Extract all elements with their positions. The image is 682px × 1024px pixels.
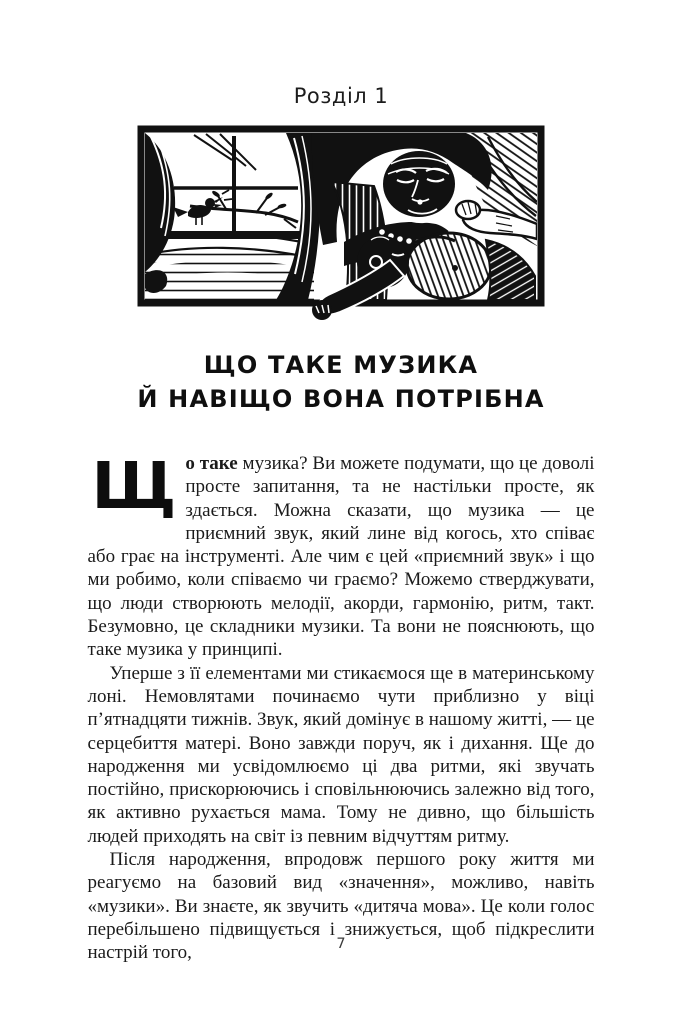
first-paragraph [88,452,595,662]
chapter-illustration [136,124,546,326]
chapter-title-line-2: Й НАВІЩО ВОНА ПОТРІБНА [137,385,545,413]
chapter-title-line-1: ЩО ТАКЕ МУЗИКА [203,351,479,379]
first-paragraph-text: музика? Ви можете подумати, що це доволі просте запитання, та не настільки просте, як здається. Можна сказати, що музика — це приємний звук, який лине від когось, хто співає або грає на інструменті. Але чим є цей «приємний звук» і що ми робимо, коли співаємо чи граємо? Можемо стверджувати, що люди створюють мелодії, акорди, гармонію, ритм, такт. Безумовно, це складники музики. Та вони не пояснюють, що таке музика у принципі. [87,453,595,661]
body-paragraphs [88,662,595,965]
chapter-label: Розділ 1 [293,84,389,108]
page-number: 7 [336,936,346,952]
body-text [88,452,595,965]
paragraph: Уперше з її елементами ми стикаємося ще в материнському лоні. Немовлятами починаємо чути приблизно у віці п’ятнадцяти тижнів. Звук, який домінує в нашому житті, — це серцебиття матері. Воно завжди поруч, як і дихання. Ще до народження ми усвідомлюємо ці два ритми, які звучать постійно, прискорюючись і сповільнюючись залежно від того, як активно рухається мама. Тому не дивно, що більшість людей приходять на світ із певним відчуттям ритму. [87,662,595,847]
drop-cap: Щ [91,450,177,524]
lead-bold-text: о таке [185,453,238,474]
paragraph: Після народження, впродовж першого року життя ми реагуємо на базовий вид «значення», можливо, навіть «музики». Ви знаєте, як звучить «дитяча мова». Це коли голос перебільшено підвищується і знижується, щоб підкреслити настрій того, [87,849,595,964]
chapter-title [0,348,682,416]
